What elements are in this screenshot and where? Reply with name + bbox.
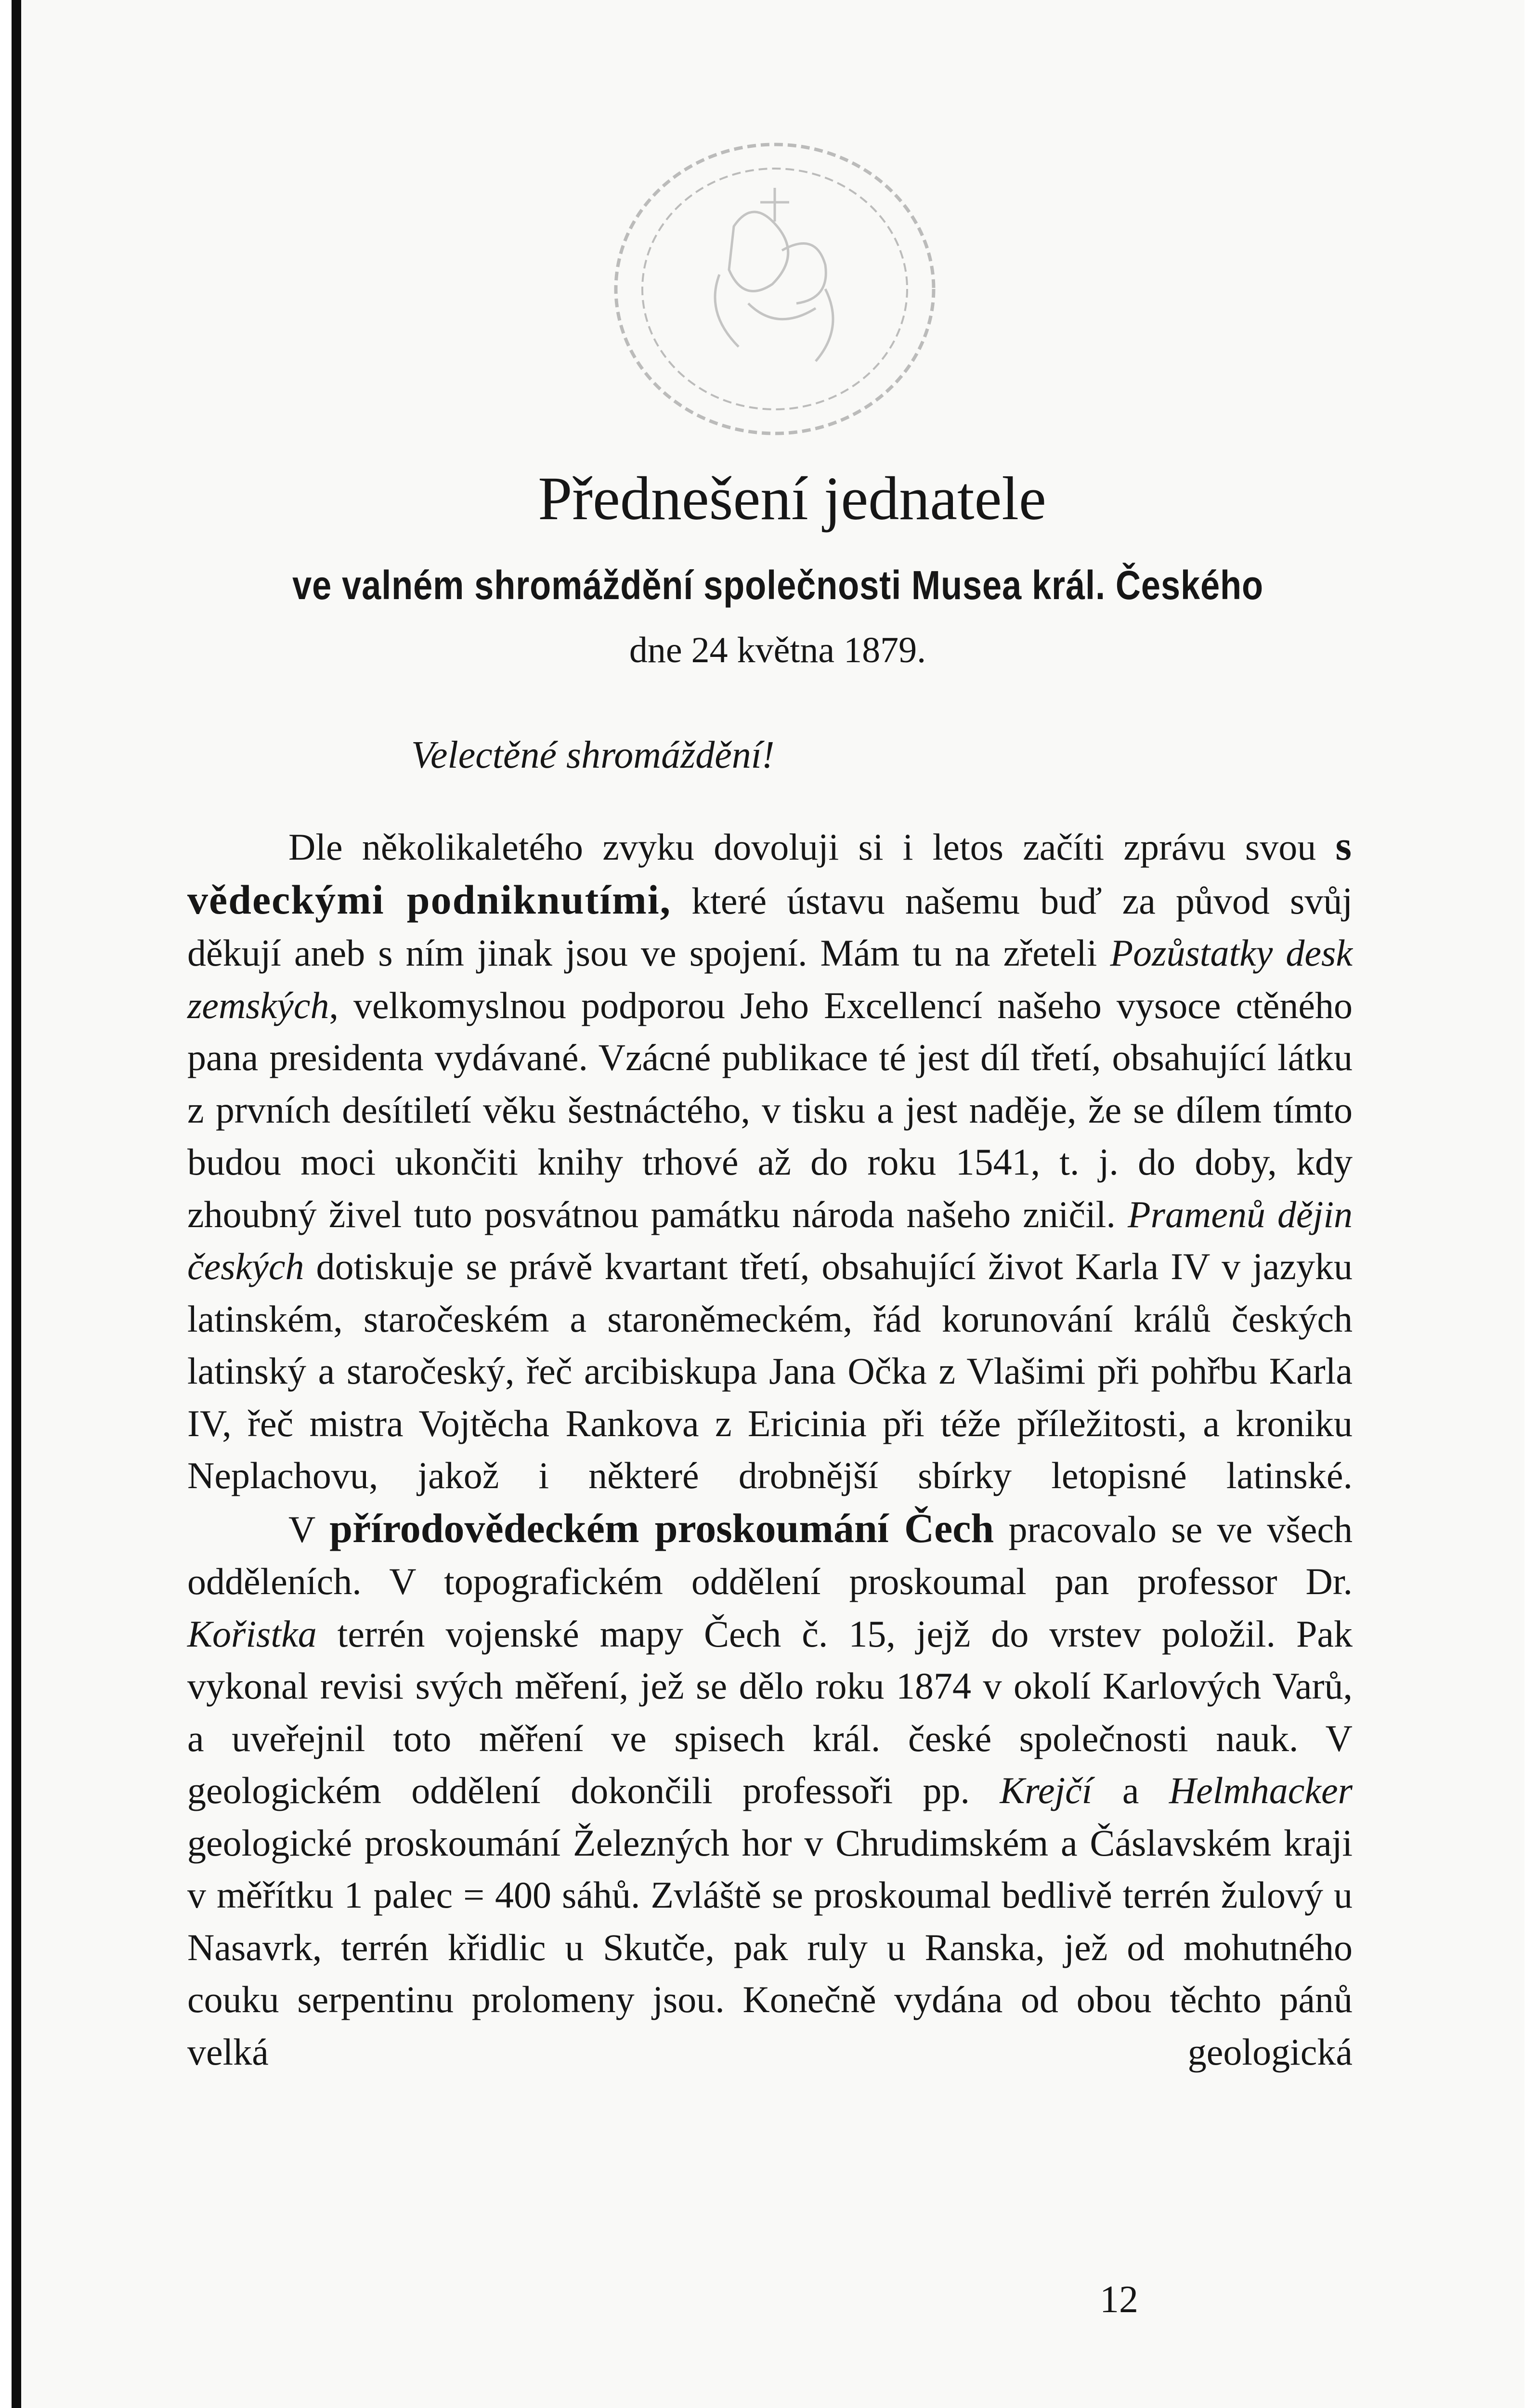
- document-page: [12, 0, 1524, 2408]
- italic-name: Kořistka: [187, 1612, 317, 1655]
- date-line: dne 24 května 1879.: [629, 630, 926, 670]
- text-run: které ústavu našemu buď za původ svůj děkují aneb s ním jinak jsou ve spojení. Mám tu na zřeteli: [187, 879, 1353, 974]
- text-run: terrén vojenské mapy Čech č. 15, jejž do vrstev položil. Pak vykonal revisi svých měření, jež se dělo roku 1874 v okolí Karlových Varů, a uveřejnil toto měření ve spisech král. české společnosti nauk. V geologickém oddělení dokončili professoři pp.: [187, 1612, 1353, 1811]
- italic-title: Pozůstatky desk zemských: [187, 932, 1353, 1026]
- scan-margin: [0, 0, 12, 2408]
- page-title: Přednešení jednatele: [538, 464, 1046, 533]
- page-subtitle: ve valném shromáždění společnosti Musea král. Českého: [292, 563, 1263, 608]
- emphasis-bold: přírodovědeckém proskoumání Čech: [329, 1505, 994, 1551]
- text-run: geologické proskoumání Železných hor v Chrudimském a Čáslavském kraji v měřítku 1 palec = 400 sáhů. Zvláště se proskoumal bedlivě terrén žulový u Nasavrk, terrén křidlic u Skutče, pak ruly u Ranska, jež od mohutného couku serpentinu prolomeny jsou. Konečně vydána od obou těchto pánů velká geologická: [187, 1821, 1353, 2073]
- italic-name: Krejčí: [1000, 1769, 1093, 1811]
- text-run: , velkomyslnou podporou Jeho Excellencí našeho vysoce ctěného pana presidenta vydávané. Vzácné publikace té jest díl třetí, obsahující látku z prvních desítiletí věku šestnáctého, v tisku a jest naděje, že se dílem tímto budou moci ukončiti knihy trhové až do roku 1541, t. j. do doby, kdy zhoubný živel tuto posvátnou památku národa našeho zničil.: [187, 984, 1353, 1235]
- library-seal-stamp-icon: [575, 130, 975, 496]
- body-text: [187, 820, 1353, 2078]
- text-run: a: [1092, 1769, 1169, 1811]
- salutation: Velectěné shromáždění!: [411, 734, 775, 776]
- emphasis-spaced: s vědeckými podniknutími,: [187, 823, 1353, 923]
- paragraph-2: [187, 1502, 1353, 2079]
- text-run: Dle několikaletého zvyku dovoluji si i letos začíti zprávu svou: [288, 826, 1336, 868]
- page-number: 12: [1100, 2278, 1138, 2321]
- text-run: dotiskuje se právě kvartant třetí, obsahující život Karla IV v jazyku latinském, staročeském a staroněmeckém, řád korunování králů českých latinský a staročeský, řeč arcibiskupa Jana Očka z Vlašimi při pohřbu Karla IV, řeč mistra Vojtěcha Rankova z Ericinia při téže příležitosti, a kroniku Neplachovu, jakož i některé drobnější sbírky letopisné latinské.: [187, 1245, 1353, 1496]
- text-run: V: [288, 1508, 330, 1550]
- text-run: pracovalo se ve všech odděleních. V topografickém oddělení proskoumal pan professor Dr.: [187, 1508, 1353, 1602]
- italic-name: Helmhacker: [1169, 1769, 1353, 1811]
- italic-title: Pramenů dějin českých: [187, 1193, 1353, 1287]
- paragraph-1: [187, 820, 1353, 1502]
